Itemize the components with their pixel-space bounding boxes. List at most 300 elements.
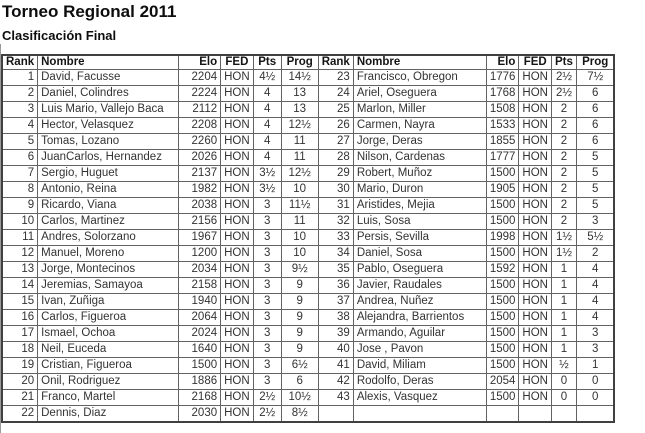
- elo-cell: 1500: [486, 198, 519, 214]
- name-cell: Tomas, Lozano: [38, 134, 179, 150]
- rank-cell: 14: [2, 278, 38, 294]
- fed-cell: HON: [221, 326, 254, 342]
- elo-cell: 1592: [486, 262, 519, 278]
- elo-cell: 1998: [486, 230, 519, 246]
- pts-cell: 3: [253, 214, 281, 230]
- name-cell: Jeremias, Samayoa: [38, 278, 179, 294]
- rank-cell: 19: [2, 358, 38, 374]
- name-cell: Franco, Martel: [38, 390, 179, 406]
- pts-cell: 2½: [551, 86, 576, 102]
- rank-cell: 41: [318, 358, 353, 374]
- prog-cell: 11: [281, 214, 318, 230]
- rank-cell: 33: [318, 230, 353, 246]
- pts-cell: 4: [253, 118, 281, 134]
- player-row: [2, 118, 614, 134]
- elo-cell: 2156: [179, 214, 221, 230]
- prog-cell: 3: [576, 342, 614, 358]
- pts-cell: 2: [551, 150, 576, 166]
- pts-cell: 3: [253, 374, 281, 390]
- elo-cell: 2054: [486, 374, 519, 390]
- elo-cell: 1508: [486, 102, 519, 118]
- name-cell: David, Miliam: [353, 358, 486, 374]
- rank-cell: 22: [2, 406, 38, 423]
- elo-cell: 1855: [486, 134, 519, 150]
- prog-cell: 9: [281, 278, 318, 294]
- name-cell: JuanCarlos, Hernandez: [38, 150, 179, 166]
- elo-cell: 2204: [179, 70, 221, 86]
- pts-cell: 1: [551, 294, 576, 310]
- prog-cell: 2: [576, 246, 614, 262]
- fed-cell: HON: [519, 86, 552, 102]
- elo-cell: 1500: [486, 326, 519, 342]
- name-cell: Ariel, Oseguera: [353, 86, 486, 102]
- rank-cell: 30: [318, 182, 353, 198]
- name-cell: Sergio, Huguet: [38, 166, 179, 182]
- player-row: [2, 214, 614, 230]
- name-cell: Carlos, Martinez: [38, 214, 179, 230]
- prog-cell: 9: [281, 310, 318, 326]
- fed-cell: HON: [221, 198, 254, 214]
- column-header-pts: Pts: [551, 55, 576, 70]
- pts-cell: 4: [253, 102, 281, 118]
- prog-cell: 5: [576, 198, 614, 214]
- elo-cell: 2168: [179, 390, 221, 406]
- rank-cell: 20: [2, 374, 38, 390]
- column-header-rank: Rank: [2, 55, 38, 70]
- name-cell: Ismael, Ochoa: [38, 326, 179, 342]
- rank-cell: 16: [2, 310, 38, 326]
- elo-cell: 1982: [179, 182, 221, 198]
- name-cell: Rodolfo, Deras: [353, 374, 486, 390]
- prog-cell: 6: [576, 86, 614, 102]
- header-row: [2, 55, 614, 70]
- name-cell: Andres, Solorzano: [38, 230, 179, 246]
- elo-cell: 2112: [179, 102, 221, 118]
- prog-cell: 6: [576, 134, 614, 150]
- rank-cell: 2: [2, 86, 38, 102]
- rank-cell: 24: [318, 86, 353, 102]
- fed-cell: HON: [519, 326, 552, 342]
- name-cell: Pablo, Oseguera: [353, 262, 486, 278]
- player-row: [2, 310, 614, 326]
- pts-cell: 1½: [551, 230, 576, 246]
- pts-cell: 3½: [253, 166, 281, 182]
- pts-cell: 3½: [253, 182, 281, 198]
- elo-cell: 1500: [486, 310, 519, 326]
- pts-cell: 3: [253, 358, 281, 374]
- rank-cell: 6: [2, 150, 38, 166]
- empty-cell: [486, 406, 519, 423]
- name-cell: Cristian, Figueroa: [38, 358, 179, 374]
- fed-cell: HON: [519, 150, 552, 166]
- elo-cell: 1500: [486, 342, 519, 358]
- prog-cell: 5½: [576, 230, 614, 246]
- rank-cell: 15: [2, 294, 38, 310]
- player-row: [2, 86, 614, 102]
- name-cell: Armando, Aguilar: [353, 326, 486, 342]
- pts-cell: 3: [253, 230, 281, 246]
- name-cell: Hector, Velasquez: [38, 118, 179, 134]
- pts-cell: 2: [551, 198, 576, 214]
- pts-cell: 1: [551, 310, 576, 326]
- prog-cell: 4: [576, 294, 614, 310]
- player-row: [2, 150, 614, 166]
- name-cell: Alexis, Vasquez: [353, 390, 486, 406]
- elo-cell: 2137: [179, 166, 221, 182]
- fed-cell: HON: [519, 230, 552, 246]
- player-row: [2, 342, 614, 358]
- pts-cell: 4: [253, 134, 281, 150]
- elo-cell: 2026: [179, 150, 221, 166]
- fed-cell: HON: [221, 374, 254, 390]
- column-header-prog: Prog: [576, 55, 614, 70]
- fed-cell: HON: [221, 182, 254, 198]
- rank-cell: 40: [318, 342, 353, 358]
- fed-cell: HON: [221, 310, 254, 326]
- fed-cell: HON: [519, 278, 552, 294]
- elo-cell: 2024: [179, 326, 221, 342]
- pts-cell: 1: [551, 262, 576, 278]
- rank-cell: 25: [318, 102, 353, 118]
- pts-cell: 2½: [253, 390, 281, 406]
- elo-cell: 2208: [179, 118, 221, 134]
- prog-cell: 0: [576, 374, 614, 390]
- pts-cell: 2: [551, 134, 576, 150]
- name-cell: Dennis, Diaz: [38, 406, 179, 423]
- fed-cell: HON: [221, 246, 254, 262]
- pts-cell: 2: [551, 214, 576, 230]
- elo-cell: 2064: [179, 310, 221, 326]
- rank-cell: 12: [2, 246, 38, 262]
- name-cell: Mario, Duron: [353, 182, 486, 198]
- rank-cell: 26: [318, 118, 353, 134]
- name-cell: Robert, Muñoz: [353, 166, 486, 182]
- prog-cell: 3: [576, 326, 614, 342]
- prog-cell: 14½: [281, 70, 318, 86]
- fed-cell: HON: [221, 150, 254, 166]
- name-cell: Jose , Pavon: [353, 342, 486, 358]
- rank-cell: 42: [318, 374, 353, 390]
- rank-cell: 3: [2, 102, 38, 118]
- fed-cell: HON: [519, 70, 552, 86]
- rank-cell: 10: [2, 214, 38, 230]
- name-cell: Antonio, Reina: [38, 182, 179, 198]
- empty-cell: [353, 406, 486, 423]
- pts-cell: 2: [551, 102, 576, 118]
- rank-cell: 18: [2, 342, 38, 358]
- player-row: [2, 230, 614, 246]
- fed-cell: HON: [519, 166, 552, 182]
- elo-cell: 1886: [179, 374, 221, 390]
- player-row: [2, 406, 614, 423]
- fed-cell: HON: [221, 390, 254, 406]
- fed-cell: HON: [519, 374, 552, 390]
- elo-cell: 1967: [179, 230, 221, 246]
- elo-cell: 2224: [179, 86, 221, 102]
- elo-cell: 2260: [179, 134, 221, 150]
- prog-cell: 9½: [281, 262, 318, 278]
- rank-cell: 43: [318, 390, 353, 406]
- name-cell: Javier, Raudales: [353, 278, 486, 294]
- prog-cell: 5: [576, 182, 614, 198]
- prog-cell: 8½: [281, 406, 318, 423]
- rank-cell: 32: [318, 214, 353, 230]
- name-cell: Ivan, Zuñiga: [38, 294, 179, 310]
- pts-cell: 2: [551, 166, 576, 182]
- elo-cell: 2158: [179, 278, 221, 294]
- rank-cell: 37: [318, 294, 353, 310]
- name-cell: Daniel, Colindres: [38, 86, 179, 102]
- pts-cell: 2½: [253, 406, 281, 423]
- fed-cell: HON: [519, 246, 552, 262]
- prog-cell: 11: [281, 150, 318, 166]
- pts-cell: 3: [253, 262, 281, 278]
- prog-cell: 12½: [281, 118, 318, 134]
- player-row: [2, 374, 614, 390]
- column-header-elo: Elo: [486, 55, 519, 70]
- fed-cell: HON: [221, 358, 254, 374]
- rank-cell: 21: [2, 390, 38, 406]
- prog-cell: 7½: [576, 70, 614, 86]
- fed-cell: HON: [221, 134, 254, 150]
- player-row: [2, 166, 614, 182]
- pts-cell: 3: [253, 246, 281, 262]
- prog-cell: 5: [576, 166, 614, 182]
- pts-cell: 2½: [551, 70, 576, 86]
- rank-cell: 27: [318, 134, 353, 150]
- column-header-name: Nombre: [38, 55, 179, 70]
- prog-cell: 10: [281, 246, 318, 262]
- name-cell: Persis, Sevilla: [353, 230, 486, 246]
- elo-cell: 2038: [179, 198, 221, 214]
- rank-cell: 7: [2, 166, 38, 182]
- table-header: [2, 55, 614, 70]
- fed-cell: HON: [519, 118, 552, 134]
- prog-cell: 4: [576, 278, 614, 294]
- player-row: [2, 358, 614, 374]
- fed-cell: HON: [221, 342, 254, 358]
- fed-cell: HON: [519, 134, 552, 150]
- empty-cell: [318, 406, 353, 423]
- pts-cell: 1½: [551, 246, 576, 262]
- prog-cell: 6: [576, 118, 614, 134]
- rank-cell: 39: [318, 326, 353, 342]
- prog-cell: 9: [281, 326, 318, 342]
- prog-cell: 0: [576, 390, 614, 406]
- fed-cell: HON: [221, 262, 254, 278]
- name-cell: Jorge, Montecinos: [38, 262, 179, 278]
- pts-cell: 0: [551, 390, 576, 406]
- fed-cell: HON: [221, 70, 254, 86]
- standings-table: [1, 54, 615, 423]
- fed-cell: HON: [519, 342, 552, 358]
- fed-cell: HON: [221, 118, 254, 134]
- prog-cell: 5: [576, 150, 614, 166]
- pts-cell: 3: [253, 278, 281, 294]
- elo-cell: 1500: [486, 278, 519, 294]
- prog-cell: 4: [576, 310, 614, 326]
- page-title: Torneo Regional 2011: [2, 2, 177, 21]
- prog-cell: 3: [576, 214, 614, 230]
- elo-cell: 1777: [486, 150, 519, 166]
- elo-cell: 2034: [179, 262, 221, 278]
- name-cell: Manuel, Moreno: [38, 246, 179, 262]
- name-cell: Aristides, Mejia: [353, 198, 486, 214]
- fed-cell: HON: [221, 278, 254, 294]
- prog-cell: 12½: [281, 166, 318, 182]
- elo-cell: 1640: [179, 342, 221, 358]
- pts-cell: ½: [551, 358, 576, 374]
- elo-cell: 1500: [486, 214, 519, 230]
- elo-cell: 1200: [179, 246, 221, 262]
- name-cell: Luis, Sosa: [353, 214, 486, 230]
- fed-cell: HON: [519, 358, 552, 374]
- pts-cell: 3: [253, 198, 281, 214]
- fed-cell: HON: [519, 310, 552, 326]
- pts-cell: 3: [253, 310, 281, 326]
- rank-cell: 5: [2, 134, 38, 150]
- rank-cell: 4: [2, 118, 38, 134]
- prog-cell: 1: [576, 358, 614, 374]
- rank-cell: 34: [318, 246, 353, 262]
- fed-cell: HON: [519, 102, 552, 118]
- empty-cell: [519, 406, 552, 423]
- player-row: [2, 278, 614, 294]
- elo-cell: 2030: [179, 406, 221, 423]
- name-cell: Alejandra, Barrientos: [353, 310, 486, 326]
- prog-cell: 6: [576, 102, 614, 118]
- name-cell: Nilson, Cardenas: [353, 150, 486, 166]
- rank-cell: 23: [318, 70, 353, 86]
- player-row: [2, 198, 614, 214]
- elo-cell: 1533: [486, 118, 519, 134]
- player-row: [2, 246, 614, 262]
- pts-cell: 4½: [253, 70, 281, 86]
- player-row: [2, 70, 614, 86]
- player-row: [2, 262, 614, 278]
- pts-cell: 4: [253, 86, 281, 102]
- rank-cell: 8: [2, 182, 38, 198]
- column-header-name: Nombre: [353, 55, 486, 70]
- prog-cell: 10: [281, 182, 318, 198]
- pts-cell: 1: [551, 326, 576, 342]
- pts-cell: 3: [253, 326, 281, 342]
- pts-cell: 1: [551, 342, 576, 358]
- prog-cell: 10: [281, 230, 318, 246]
- rank-cell: 29: [318, 166, 353, 182]
- fed-cell: HON: [519, 262, 552, 278]
- name-cell: Carmen, Nayra: [353, 118, 486, 134]
- fed-cell: HON: [519, 214, 552, 230]
- column-header-pts: Pts: [253, 55, 281, 70]
- fed-cell: HON: [221, 406, 254, 423]
- elo-cell: 1500: [486, 246, 519, 262]
- column-header-fed: FED: [221, 55, 254, 70]
- prog-cell: 6: [281, 374, 318, 390]
- empty-cell: [551, 406, 576, 423]
- name-cell: Daniel, Sosa: [353, 246, 486, 262]
- player-row: [2, 102, 614, 118]
- rank-cell: 17: [2, 326, 38, 342]
- name-cell: Ricardo, Viana: [38, 198, 179, 214]
- empty-cell: [576, 406, 614, 423]
- rank-cell: 36: [318, 278, 353, 294]
- elo-cell: 1500: [486, 294, 519, 310]
- prog-cell: 4: [576, 262, 614, 278]
- player-row: [2, 294, 614, 310]
- prog-cell: 10½: [281, 390, 318, 406]
- elo-cell: 1768: [486, 86, 519, 102]
- player-row: [2, 326, 614, 342]
- player-row: [2, 182, 614, 198]
- name-cell: Jorge, Deras: [353, 134, 486, 150]
- fed-cell: HON: [221, 230, 254, 246]
- name-cell: Carlos, Figueroa: [38, 310, 179, 326]
- elo-cell: 1940: [179, 294, 221, 310]
- name-cell: Francisco, Obregon: [353, 70, 486, 86]
- fed-cell: HON: [221, 86, 254, 102]
- fed-cell: HON: [221, 294, 254, 310]
- fed-cell: HON: [519, 198, 552, 214]
- rank-cell: 13: [2, 262, 38, 278]
- pts-cell: 3: [253, 342, 281, 358]
- elo-cell: 1500: [179, 358, 221, 374]
- rank-cell: 31: [318, 198, 353, 214]
- column-header-rank: Rank: [318, 55, 353, 70]
- column-header-elo: Elo: [179, 55, 221, 70]
- prog-cell: 11: [281, 134, 318, 150]
- rank-cell: 38: [318, 310, 353, 326]
- name-cell: Neil, Euceda: [38, 342, 179, 358]
- elo-cell: 1500: [486, 390, 519, 406]
- name-cell: Marlon, Miller: [353, 102, 486, 118]
- prog-cell: 9: [281, 342, 318, 358]
- player-row: [2, 390, 614, 406]
- fed-cell: HON: [519, 294, 552, 310]
- elo-cell: 1500: [486, 166, 519, 182]
- fed-cell: HON: [519, 390, 552, 406]
- table-body: [2, 70, 614, 423]
- prog-cell: 6½: [281, 358, 318, 374]
- name-cell: David, Facusse: [38, 70, 179, 86]
- fed-cell: HON: [519, 182, 552, 198]
- rank-cell: 11: [2, 230, 38, 246]
- pts-cell: 4: [253, 150, 281, 166]
- fed-cell: HON: [221, 214, 254, 230]
- fed-cell: HON: [221, 166, 254, 182]
- name-cell: Onil, Rodriguez: [38, 374, 179, 390]
- prog-cell: 13: [281, 86, 318, 102]
- page-subtitle: Clasificación Final: [2, 28, 117, 43]
- rank-cell: 9: [2, 198, 38, 214]
- elo-cell: 1500: [486, 358, 519, 374]
- player-row: [2, 134, 614, 150]
- elo-cell: 1905: [486, 182, 519, 198]
- pts-cell: 2: [551, 182, 576, 198]
- prog-cell: 13: [281, 102, 318, 118]
- name-cell: Andrea, Nuñez: [353, 294, 486, 310]
- prog-cell: 9: [281, 294, 318, 310]
- rank-cell: 1: [2, 70, 38, 86]
- name-cell: Luis Mario, Vallejo Baca: [38, 102, 179, 118]
- rank-cell: 35: [318, 262, 353, 278]
- prog-cell: 11½: [281, 198, 318, 214]
- pts-cell: 3: [253, 294, 281, 310]
- pts-cell: 0: [551, 374, 576, 390]
- fed-cell: HON: [221, 102, 254, 118]
- pts-cell: 2: [551, 118, 576, 134]
- pts-cell: 1: [551, 278, 576, 294]
